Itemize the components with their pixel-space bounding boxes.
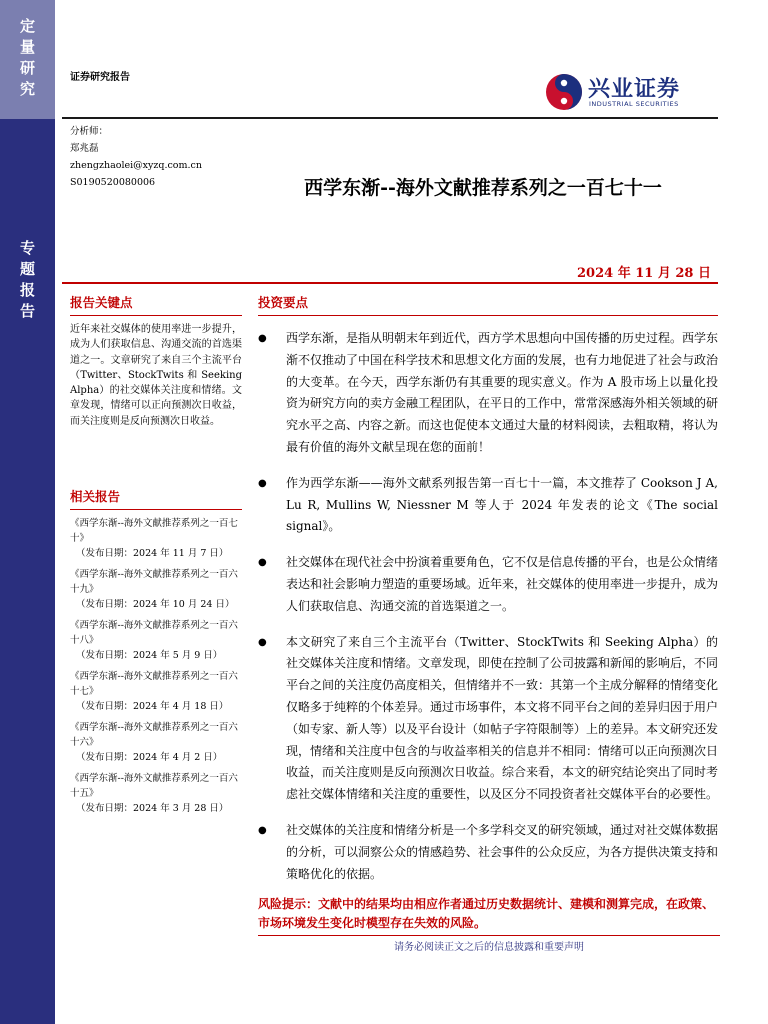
report-title: 西学东渐--海外文献推荐系列之一百七十一 [304,177,662,199]
related-report-title: 《西学东渐--海外文献推荐系列之一百六十八》 [70,620,238,646]
analyst-email[interactable]: zhengzhaolei@xyzq.com.cn [70,160,202,171]
sidebar-char: 报 [19,281,35,299]
bullet-text: 西学东渐，是指从明朝末年到近代，西方学术思想向中国传播的历史过程。西学东渐不仅推动了中国在科学技术和思想文化方面的发展，也有力地促进了社会与政治的大变革。在今天，西学东渐仍有其重要的现实意义。作为 A 股市场上以量化投资为研究方向的卖方金融工程团队，在平日的工作中，常常深感海外相关领域的研究水平之高、内容之新。而这也促使本文通过大量的材料阅读，去粗取精，将认为最有价值的海外文献呈现在您的面前！ [286,331,719,454]
related-report-title: 《西学东渐--海外文献推荐系列之一百七十》 [70,518,238,544]
analyst-role: 分析师： [70,126,109,137]
sidebar-label-special [0,238,55,322]
related-report-date: （发布日期：2024 年 4 月 18 日） [76,701,229,712]
disclaimer-text: 请务必阅读正文之后的信息披露和重要声明 [394,942,584,953]
related-report-date: （发布日期：2024 年 3 月 28 日） [76,803,229,814]
bullet-dot-icon: ● [258,477,267,489]
investment-bullet [258,552,718,617]
sidebar-label-quant [0,16,55,100]
related-report-title: 《西学东渐--海外文献推荐系列之一百六十五》 [70,773,238,799]
related-report-item[interactable] [70,669,242,714]
bullet-text: 社交媒体在现代社会中扮演着重要角色，它不仅是信息传播的平台，也是公众情绪表达和社会影响力塑造的重要场域。近年来，社交媒体的使用率进一步提升，成为人们获取信息、沟通交流的首选渠道之一。 [286,555,719,613]
sidebar-char: 研 [19,59,35,77]
investment-bullet [258,820,718,885]
related-report-title: 《西学东渐--海外文献推荐系列之一百六十七》 [70,671,238,697]
sidebar-char: 量 [19,38,35,56]
analyst-info [70,123,202,191]
key-points-heading: 报告关键点 [70,295,133,310]
sidebar-char: 专 [19,239,35,257]
risk-warning: 风险提示：文献中的结果均由相应作者通过历史数据统计、建模和测算完成，在政策、市场环境发生变化时模型存在失效的风险。 [258,897,715,930]
sidebar-char: 究 [19,80,35,98]
analyst-name: 郑兆磊 [70,143,99,154]
date-divider [62,282,718,284]
investment-bullet [258,328,718,459]
logo-mark-icon [544,72,584,112]
related-report-date: （发布日期：2024 年 10 月 24 日） [76,599,235,610]
sidebar-char: 定 [19,17,35,35]
related-report-title: 《西学东渐--海外文献推荐系列之一百六十九》 [70,569,238,595]
related-report-date: （发布日期：2024 年 5 月 9 日） [76,650,223,661]
bullet-text: 作为西学东渐——海外文献系列报告第一百七十一篇，本文推荐了 Cookson J A, Lu R, Mullins W, Niessner M 等人于 2024 年发表的论文《The social signal》。 [286,475,718,534]
key-points-section [70,293,242,429]
bullet-dot-icon: ● [258,557,267,569]
related-report-item[interactable] [70,771,242,816]
related-report-item[interactable] [70,567,242,612]
bullet-dot-icon: ● [258,333,267,344]
related-report-item[interactable] [70,618,242,663]
investment-points-divider [258,315,718,316]
related-reports-section [70,487,242,816]
header-divider [62,117,718,119]
key-points-divider [70,315,242,316]
sidebar-char: 题 [19,260,35,278]
related-report-item[interactable] [70,720,242,765]
investment-points-heading: 投资要点 [258,295,309,310]
analyst-cert: S0190520080006 [70,177,156,188]
bullet-dot-icon: ● [258,636,267,648]
investment-points-section [258,293,718,899]
bullet-text: 社交媒体的关注度和情绪分析是一个多学科交叉的研究领域，通过对社交媒体数据的分析，可以洞察公众的情感趋势、社会事件的公众反应，为各方提供决策支持和策略优化的依据。 [286,822,719,881]
sidebar-char: 告 [19,302,35,320]
investment-bullet [258,632,718,806]
logo-text-en: INDUSTRIAL SECURITIES [589,100,679,108]
bullet-dot-icon: ● [258,824,267,836]
related-report-item[interactable] [70,516,242,561]
related-reports-heading: 相关报告 [70,489,121,504]
key-points-text: 近年来社交媒体的使用率进一步提升，成为人们获取信息、沟通交流的首选渠道之一。文章研究了来自三个主流平台（Twitter、StockTwits 和 Seeking Alpha）的社交媒体关注度和情绪。文章发现，情绪可以正向预测次日收益，而关注度则是反向预测次日收益。 [70,324,242,427]
investment-bullets [258,328,718,885]
logo-text-cn: 兴业证券 [588,77,681,102]
bullet-text: 本文研究了来自三个主流平台（Twitter、StockTwits 和 Seeking Alpha）的社交媒体关注度和情绪。文章发现，即使在控制了公司披露和新闻的影响后，不同平台之间的关注度仍高度相关，但情绪并不一致：其第一个主成分解释的情绪变化仅略多于纯粹的个体差异。通过市场事件，本文将不同平台之间的差异归因于用户（如专家、新人等）以及平台设计（如帖子字符限制等）上的差异。本文研究还发现，情绪和关注度中包含的与收益率相关的信息并不相同：情绪可以正向预测次日收益，而关注度则是反向预测次日收益。综合来看，本文的研究结论突出了同时考虑社交媒体情绪和关注度的重要性，以及区分不同投资者社交媒体平台的必要性。 [286,634,719,802]
related-reports-divider [70,509,242,510]
investment-bullet [258,473,718,538]
report-date: 2024 年 11 月 28 日 [577,266,711,281]
footer-divider [258,935,720,936]
related-report-title: 《西学东渐--海外文献推荐系列之一百六十六》 [70,722,238,748]
related-report-date: （发布日期：2024 年 11 月 7 日） [76,548,229,559]
related-report-date: （发布日期：2024 年 4 月 2 日） [76,752,223,763]
company-logo [544,72,704,112]
report-type-label: 证券研究报告 [70,72,130,83]
